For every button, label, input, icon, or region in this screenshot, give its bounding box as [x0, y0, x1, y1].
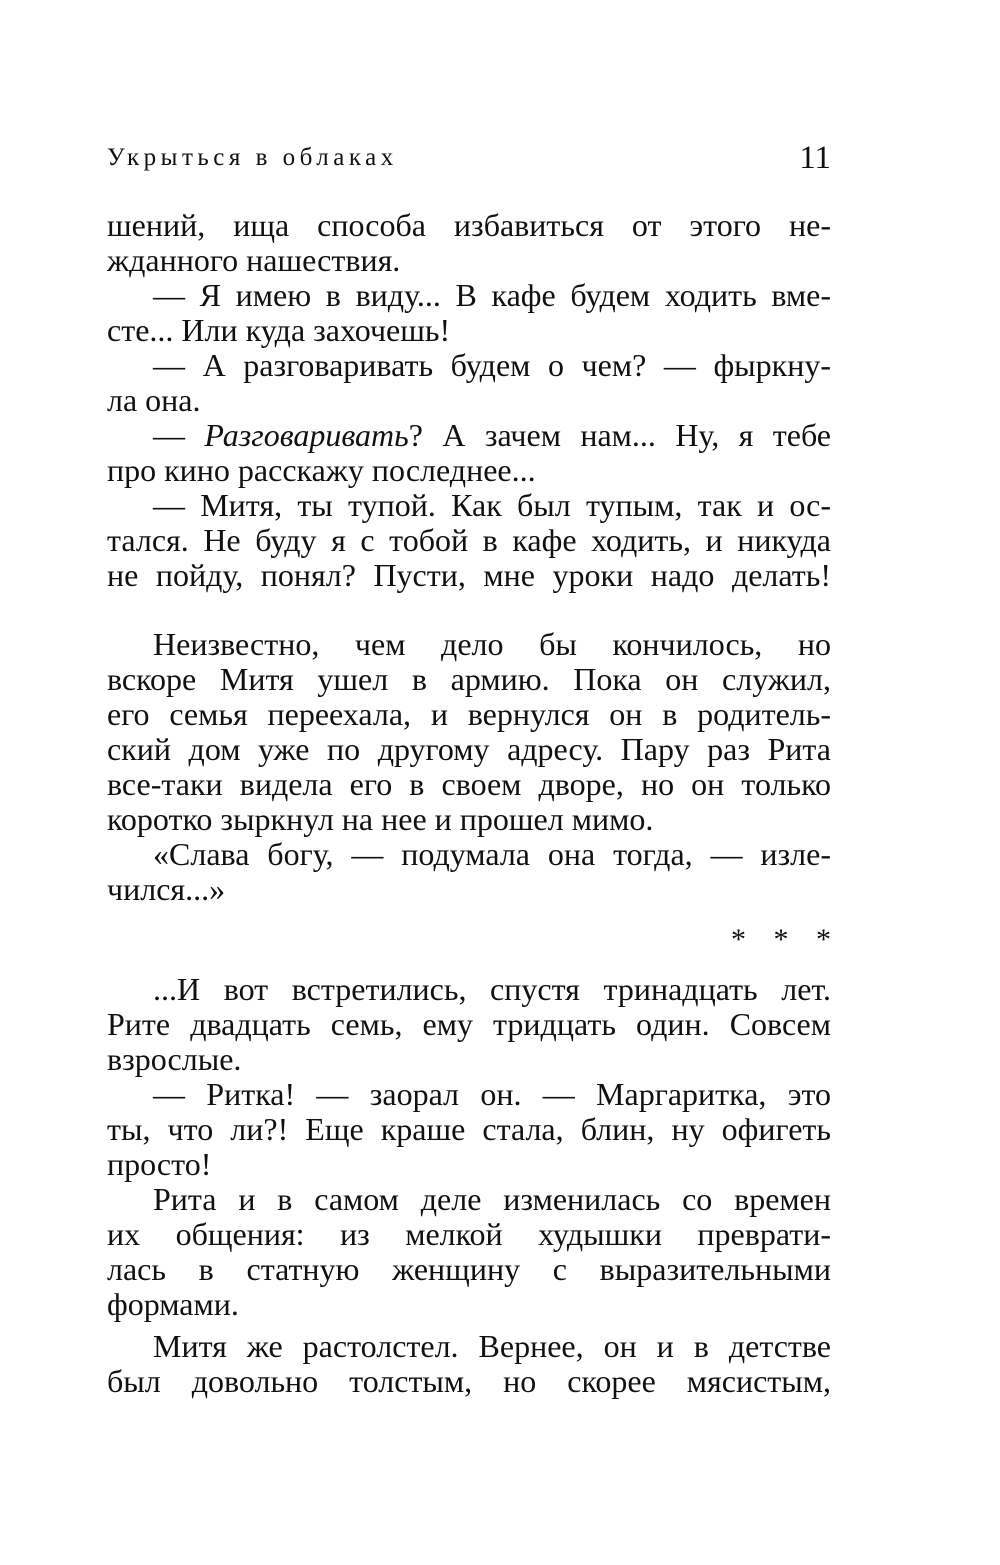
- running-header: [107, 138, 831, 188]
- text-line: взрослые.: [107, 1041, 242, 1077]
- page-number: 11: [799, 140, 831, 176]
- text-line: все-таки видела его в своем дворе, но он только: [107, 766, 831, 802]
- text-line: их общения: из мелкой худышки преврати-: [107, 1216, 831, 1252]
- text-line: «Слава богу, — подумала она тогда, — изле-: [153, 836, 831, 872]
- text-line: формами.: [107, 1286, 239, 1322]
- section-gap: [107, 957, 831, 972]
- book-page: [107, 138, 841, 1399]
- text-line: просто!: [107, 1146, 212, 1182]
- text-line: шений, ища способа избавиться от этого не-: [107, 207, 831, 243]
- text-line: Рите двадцать семь, ему тридцать один. Совсем: [107, 1006, 831, 1042]
- book-title: Укрыться в облаках: [107, 144, 398, 171]
- body-text: [107, 207, 841, 1399]
- dash: —: [153, 417, 205, 453]
- text-line: про кино расскажу последнее...: [107, 452, 536, 488]
- text-line: ты, что ли?! Еще краше стала, блин, ну офигеть: [107, 1111, 831, 1147]
- text-line: — Митя, ты тупой. Как был тупым, так и ос-: [153, 487, 831, 523]
- text-line: — А разговаривать будем о чем? — фыркну-: [153, 347, 831, 383]
- section-gap: [107, 593, 831, 627]
- text-line: был довольно толстым, но скорее мясистым,: [107, 1363, 831, 1399]
- text-line: Митя же растолстел. Вернее, он и в детстве: [153, 1328, 831, 1364]
- text-line: [107, 418, 831, 453]
- text-line: — Ритка! — заорал он. — Маргаритка, это: [153, 1076, 831, 1112]
- text-line: лась в статную женщину с выразительными: [107, 1251, 831, 1287]
- text-fragment: ? А зачем нам... Ну, я тебе: [408, 417, 832, 453]
- text-line: Неизвестно, чем дело бы кончилось, но: [153, 626, 831, 662]
- section-gap: [107, 907, 831, 922]
- italic-word: Разговаривать: [204, 417, 409, 453]
- text-line: ский дом уже по другому адресу. Пару раз Рита: [107, 731, 831, 767]
- text-line: ...И вот встретились, спустя тринадцать лет.: [153, 971, 831, 1007]
- text-line: его семья переехала, и вернулся он в родитель-: [107, 696, 831, 732]
- text-line: коротко зыркнул на нее и прошел мимо.: [107, 801, 654, 837]
- text-line: Рита и в самом деле изменилась со времен: [153, 1181, 831, 1217]
- text-line: сте... Или куда захочешь!: [107, 312, 451, 348]
- section-break-asterisks: * * *: [731, 923, 841, 956]
- text-line: не пойду, понял? Пусти, мне уроки надо делать!: [107, 557, 831, 593]
- text-line: ла она.: [107, 382, 201, 418]
- text-line: чился...»: [107, 871, 226, 907]
- text-line: жданного нашествия.: [107, 242, 401, 278]
- text-line: тался. Не буду я с тобой в кафе ходить, и никуда: [107, 522, 831, 558]
- text-line: вскоре Митя ушел в армию. Пока он служил,: [107, 661, 831, 697]
- text-line: — Я имею в виду... В кафе будем ходить вме-: [153, 277, 831, 313]
